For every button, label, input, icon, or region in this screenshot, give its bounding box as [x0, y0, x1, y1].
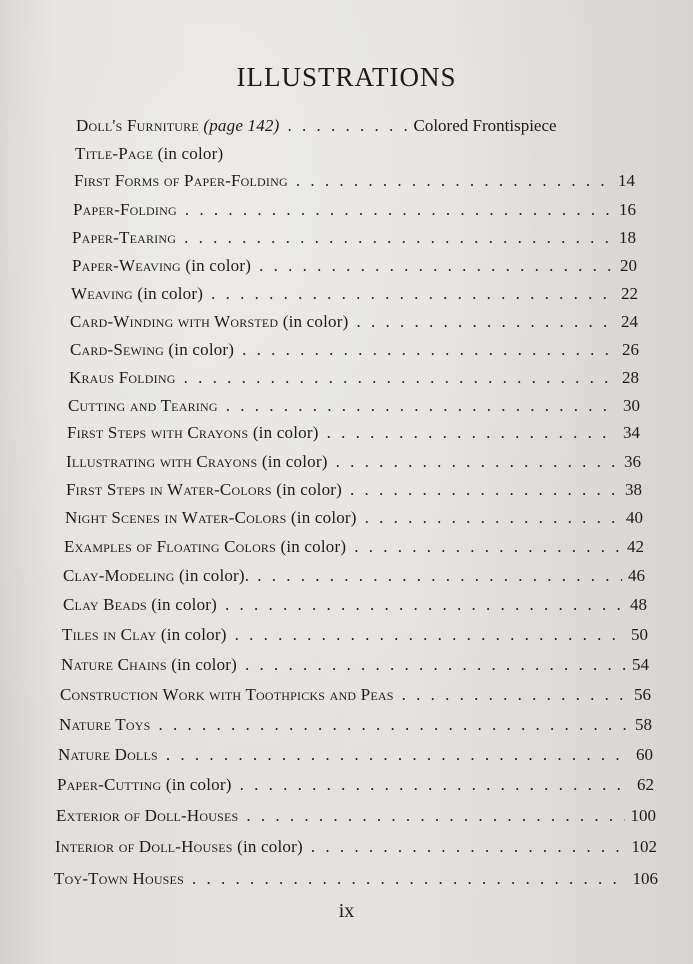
dot-leader [357, 507, 620, 529]
list-item [75, 143, 635, 165]
entry-page: 100 [630, 806, 656, 825]
entry-label: Clay Beads (in color) [63, 595, 218, 614]
entry-label: Kraus Folding [69, 368, 176, 387]
entry-page: 34 [623, 423, 640, 442]
page-title: ILLUSTRATIONS [236, 62, 457, 92]
list-item [54, 868, 658, 890]
entry-label: Clay-Modeling (in color). [63, 566, 250, 585]
entry-label: Tiles in Clay (in color) [62, 625, 227, 644]
entry-label: Nature Chains (in color) [61, 655, 237, 674]
entry-page: 56 [634, 685, 651, 704]
entry-page: 60 [636, 745, 653, 764]
entry-label: Paper-Folding [73, 200, 177, 219]
entry-page: 38 [625, 480, 642, 499]
list-item [61, 654, 649, 676]
entry-label: First Forms of Paper-Folding [74, 171, 288, 190]
dot-leader [342, 479, 619, 501]
dot-leader [184, 868, 627, 890]
entry-label: Doll's Furniture (page 142) [76, 116, 280, 135]
dot-leader [176, 367, 616, 389]
entry-label: Card-Winding with Worsted (in color) [70, 312, 349, 331]
dot-leader [227, 624, 625, 646]
list-item [70, 339, 639, 361]
entry-page: 48 [630, 595, 647, 614]
entry-page: 28 [622, 368, 639, 387]
list-item [70, 311, 638, 333]
entry-page: 14 [618, 171, 635, 190]
dot-leader [232, 774, 631, 796]
dot-leader [158, 744, 630, 766]
entry-page: 26 [622, 340, 639, 359]
entry-page: 24 [621, 312, 638, 331]
entry-page: 62 [637, 775, 654, 794]
dot-leader [394, 684, 628, 706]
entry-page: 50 [631, 625, 648, 644]
entry-label: Nature Toys [59, 715, 151, 734]
list-item [73, 199, 636, 221]
entry-label: Illustrating with Crayons (in color) [66, 452, 328, 471]
list-item [68, 395, 640, 417]
list-item [59, 714, 652, 736]
list-item [69, 367, 639, 389]
entry-label: Exterior of Doll-Houses [56, 806, 239, 825]
list-item [58, 744, 653, 766]
entry-label: Night Scenes in Water-Colors (in color) [65, 508, 357, 527]
dot-leader [346, 536, 621, 558]
dot-leader [238, 805, 624, 827]
entry-page: 16 [619, 200, 636, 219]
page-number: ix [338, 900, 355, 922]
list-item [55, 836, 657, 858]
entry-label: Card-Sewing (in color) [70, 340, 235, 359]
entry-page: 54 [632, 655, 649, 674]
entry-page: 36 [624, 452, 641, 471]
entry-label: Paper-Cutting (in color) [57, 775, 232, 794]
entry-label: Nature Dolls [58, 745, 158, 764]
entry-label: Title-Page (in color) [75, 144, 224, 163]
dot-leader [218, 395, 617, 417]
entry-page: 106 [632, 869, 658, 888]
entry-page: 18 [619, 228, 636, 247]
dot-leader [280, 115, 408, 137]
dot-leader [203, 283, 615, 305]
entry-label: Paper-Tearing [72, 228, 177, 247]
dot-leader [249, 565, 622, 587]
dot-leader [217, 594, 624, 616]
entry-label: Cutting and Tearing [68, 396, 218, 415]
entry-page: 42 [627, 537, 644, 556]
dot-leader [348, 311, 615, 333]
dot-leader [251, 255, 614, 277]
entry-page: 46 [628, 566, 645, 585]
list-item [76, 115, 634, 137]
dot-leader [319, 422, 617, 444]
list-item [60, 684, 651, 706]
entry-page: 20 [620, 256, 637, 275]
list-item [63, 565, 645, 587]
entry-page: 22 [621, 284, 638, 303]
entry-label: Paper-Weaving (in color) [72, 256, 252, 275]
entry-page: 58 [635, 715, 652, 734]
entry-label: First Steps with Crayons (in color) [67, 423, 319, 442]
dot-leader [303, 836, 626, 858]
entry-label: First Steps in Water-Colors (in color) [66, 480, 342, 499]
dot-leader [237, 654, 626, 676]
entry-label: Examples of Floating Colors (in color) [64, 537, 347, 556]
entry-label: Weaving (in color) [71, 284, 204, 303]
list-item [65, 507, 643, 529]
dot-leader [150, 714, 629, 736]
entry-page: 102 [631, 837, 657, 856]
entry-page: 30 [623, 396, 640, 415]
dot-leader [328, 451, 618, 473]
list-item [56, 805, 656, 827]
list-item [66, 479, 642, 501]
dot-leader [234, 339, 616, 361]
entry-page: 40 [626, 508, 643, 527]
list-item [66, 451, 641, 473]
dot-leader [176, 227, 613, 249]
list-item [71, 283, 638, 305]
list-item [67, 422, 640, 444]
entry-label: Toy-Town Houses [54, 869, 184, 888]
list-item [72, 255, 637, 277]
list-item [57, 774, 654, 796]
list-item [72, 227, 636, 249]
list-item [64, 536, 644, 558]
list-item [62, 624, 648, 646]
dot-leader [288, 170, 612, 192]
list-item [74, 170, 635, 192]
list-item [63, 594, 647, 616]
dot-leader [177, 199, 613, 221]
entry-page: Colored Frontispiece [413, 116, 557, 135]
entry-label: Interior of Doll-Houses (in color) [55, 837, 303, 856]
entry-label: Construction Work with Toothpicks and Peas [60, 685, 394, 704]
